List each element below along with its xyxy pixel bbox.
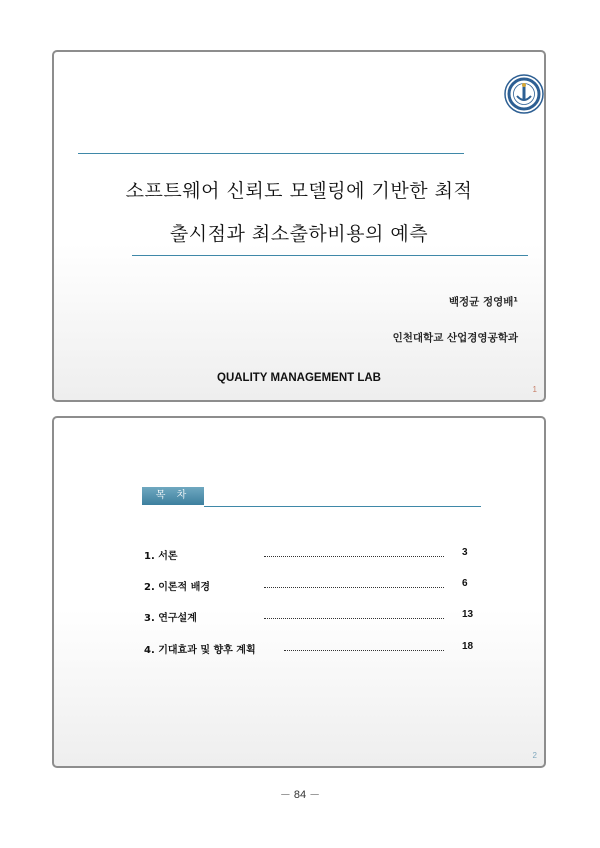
author-names: 백정균 정영배¹ [448, 296, 518, 308]
title-slide [52, 50, 546, 402]
toc-leader-dots [264, 618, 444, 619]
title-top-rule [78, 153, 464, 154]
toc-item-page: 6 [462, 578, 468, 589]
toc-item [144, 609, 474, 623]
toc-item [144, 547, 474, 561]
toc-title-badge: 목 차 [142, 487, 204, 505]
slide-number: 2 [532, 751, 537, 760]
toc-item [144, 641, 474, 655]
toc-item-page: 13 [462, 609, 474, 620]
university-seal-icon [504, 74, 544, 114]
toc-leader-dots [264, 556, 444, 557]
toc-item-label: 2. 이론적 배경 [144, 582, 211, 593]
title-line-2: 출시점과 최소출하비용의 예측 [169, 223, 429, 245]
toc-item-page: 18 [462, 641, 474, 652]
slide-number: 1 [532, 385, 537, 394]
toc-item-label: 3. 연구설계 [144, 613, 197, 624]
toc-slide [52, 416, 546, 768]
page-number-footer: － 84 － [279, 789, 321, 801]
toc-item-page: 3 [462, 547, 468, 558]
lab-name: QUALITY MANAGEMENT LAB [217, 372, 381, 384]
toc-header-rule [204, 506, 481, 507]
affiliation: 인천대학교 산업경영공학과 [392, 332, 518, 344]
toc-leader-dots [284, 650, 444, 651]
toc-leader-dots [264, 587, 444, 588]
title-line-1: 소프트웨어 신뢰도 모델링에 기반한 최적 [125, 180, 473, 202]
toc-item [144, 578, 474, 592]
toc-item-label: 4. 기대효과 및 향후 계획 [144, 645, 256, 656]
toc-item-label: 1. 서론 [144, 551, 178, 562]
title-bottom-rule [132, 255, 528, 256]
